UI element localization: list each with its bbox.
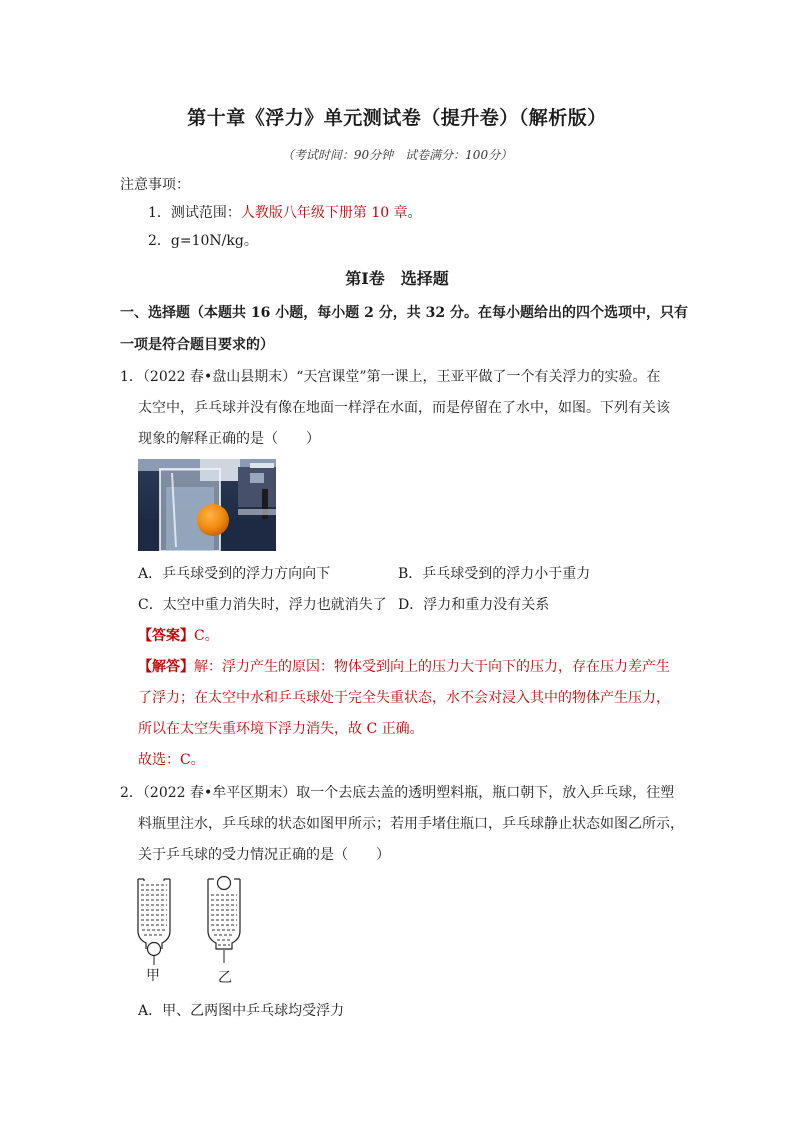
- q1-photo-pingpong-in-water: [138, 459, 276, 551]
- document-title: 第十章《浮力》单元测试卷（提升卷）（解析版）: [187, 107, 607, 129]
- section-instruction-line-1: 一、选择题（本题共 16 小题，每小题 2 分，共 32 分。在每小题给出的四个选项中，只有: [120, 305, 688, 321]
- document-subtitle: （考试时间：90分钟 试卷满分：100分）: [281, 148, 513, 162]
- q2-figure-label-jia: 甲: [146, 968, 160, 984]
- notes-item-1-prefix: 1．测试范围：: [148, 205, 241, 221]
- q1-photo-illustration: [138, 459, 276, 551]
- q2-stem-line-2: 料瓶里注水，乒乓球的状态如图甲所示；若用手堵住瓶口，乒乓球静止状态如图乙所示，: [138, 816, 684, 832]
- section-instruction-line-2: 一项是符合题目要求的）: [120, 337, 274, 353]
- q1-answer-value: C。: [194, 628, 219, 644]
- pingpong-ball-yi: [218, 877, 231, 890]
- q2-stem-line-1: 2．（2022 春•牟平区期末）取一个去底去盖的透明塑料瓶，瓶口朝下，放入乒乓球，往塑: [120, 785, 675, 801]
- q1-analysis-tag: 【解答】: [138, 659, 194, 675]
- notes-item-1-suffix: 。: [407, 205, 422, 221]
- q1-option-b: B．乒乓球受到的浮力小于重力: [398, 566, 591, 582]
- notes-item-1: [148, 203, 422, 223]
- notes-item-2: 2．g=10N/kg。: [148, 233, 258, 249]
- q1-conclusion: 故选：C。: [138, 752, 205, 768]
- q1-analysis-line-3: 所以在太空失重环境下浮力消失，故 C 正确。: [138, 721, 424, 737]
- q1-stem-line-3: 现象的解释正确的是（ ）: [138, 431, 320, 447]
- q2-stem-line-3: 关于乒乓球的受力情况正确的是（ ）: [138, 847, 390, 863]
- notes-item-1-scope: 人教版八年级下册第 10 章: [240, 205, 408, 221]
- q1-option-c: C．太空中重力消失时，浮力也就消失了: [138, 597, 387, 613]
- q1-stem-line-2: 太空中，乒乓球并没有像在地面一样浮在水面，而是停留在了水中，如图。下列有关该: [138, 400, 670, 416]
- q1-answer-tag: 【答案】: [138, 628, 194, 644]
- pingpong-ball-jia: [148, 943, 161, 956]
- bottle-jia: [138, 879, 170, 949]
- q1-analysis-text-1: 解：浮力产生的原因：物体受到向上的压力大于向下的压力，存在压力差产生: [194, 659, 670, 675]
- bottle-yi-water: [211, 895, 237, 945]
- q1-option-d: D．浮力和重力没有关系: [398, 597, 550, 613]
- q2-figure-label-yi: 乙: [218, 970, 232, 986]
- q1-answer: [138, 626, 219, 646]
- q1-analysis-line-2: 了浮力；在太空中水和乒乓球处于完全失重状态，水不会对浸入其中的物体产生压力，: [138, 690, 670, 706]
- notes-heading: 注意事项：: [120, 177, 190, 193]
- q1-stem-line-1: 1．（2022 春•盘山县期末）“天宫课堂”第一课上，王亚平做了一个有关浮力的实验。在: [120, 369, 661, 385]
- section-title: 第Ⅰ卷 选择题: [345, 269, 449, 288]
- bottle-jia-water: [141, 885, 167, 935]
- q1-analysis-line-1: [138, 657, 670, 677]
- q1-option-a: A．乒乓球受到的浮力方向向下: [138, 566, 331, 582]
- q2-option-a: A．甲、乙两图中乒乓球均受浮力: [138, 1003, 345, 1019]
